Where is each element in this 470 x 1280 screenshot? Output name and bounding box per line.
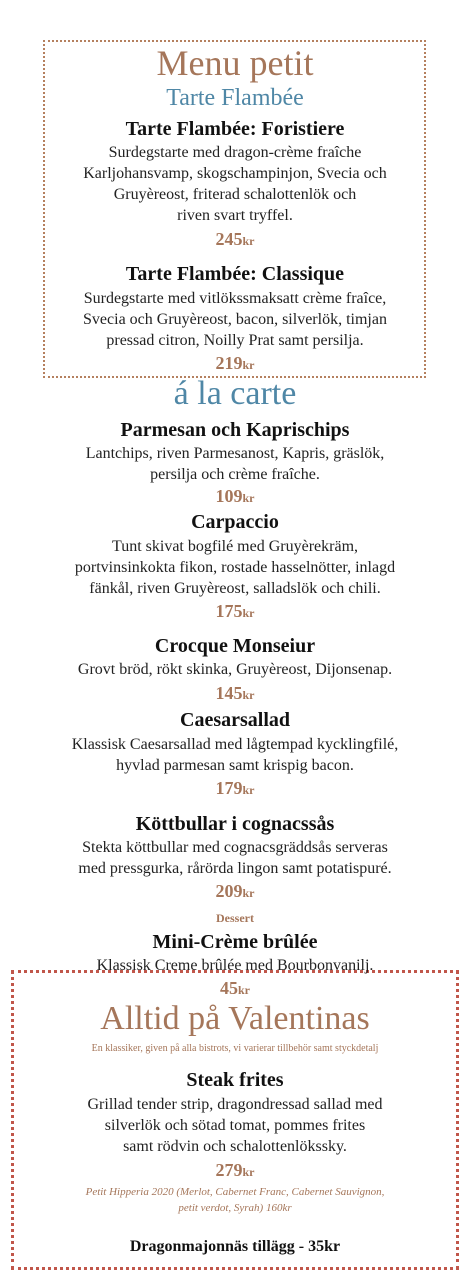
item-name-creme-brulee: Mini-Crème brûlée	[152, 931, 318, 953]
item-price: 109kr	[215, 486, 255, 506]
item-price: 45kr	[220, 978, 250, 998]
item-desc-line: Tunt skivat bogfilé med Gruyèrekräm,	[111, 538, 359, 555]
item-desc-line: pressad citron, Noilly Prat samt persilja.	[106, 332, 364, 349]
item-desc-line: Klassisk Caesarsallad med lågtempad kycklingfilé,	[71, 736, 399, 753]
item-name-foristiere: Tarte Flambée: Foristiere	[125, 118, 345, 140]
item-price: 209kr	[215, 881, 255, 901]
addon-line: Dragonmajonnäs tillägg - 35kr	[129, 1238, 341, 1255]
item-desc-line: Surdegstarte med vitlökssmaksatt crème fraîce,	[83, 290, 387, 307]
item-name-classique: Tarte Flambée: Classique	[125, 263, 345, 285]
item-price: 219kr	[215, 353, 255, 373]
item-desc-line: Svecia och Gruyèreost, bacon, silverlök, timjan	[83, 311, 387, 328]
item-price: 245kr	[215, 229, 255, 249]
item-desc-line: riven svart tryffel.	[177, 207, 293, 224]
item-name-caesarsallad: Caesarsallad	[180, 709, 290, 731]
menu-petit-title: Menu petit	[156, 43, 314, 83]
item-desc-line: Klassisk Creme brûlée med Bourbonvanilj.	[96, 957, 374, 974]
item-desc-line: Karljohansvamp, skogschampinjon, Svecia och	[83, 165, 387, 182]
alltid-note: En klassiker, given på alla bistrots, vi varierar tillbehör samt styckdetalj	[91, 1043, 379, 1054]
item-desc-line: Lantchips, riven Parmesanost, Kapris, gräslök,	[85, 445, 385, 462]
item-price: 175kr	[215, 601, 255, 621]
dessert-label: Dessert	[216, 911, 254, 925]
item-desc-line: hyvlad parmesan samt krispig bacon.	[116, 757, 354, 774]
item-name-carpaccio: Carpaccio	[191, 511, 279, 533]
item-price: 145kr	[215, 683, 255, 703]
item-desc-line: samt rödvin och schalottenlökssky.	[123, 1138, 347, 1155]
item-desc-line: silverlök och sötad tomat, pommes frites	[104, 1117, 366, 1134]
item-desc-line: Surdegstarte med dragon-crème fraîche	[108, 144, 362, 161]
item-desc-line: fänkål, riven Gruyèreost, salladslök och chili.	[89, 580, 381, 597]
a-la-carte-title: á la carte	[173, 375, 297, 412]
item-name-parmesan: Parmesan och Kaprischips	[120, 419, 350, 441]
item-price: 179kr	[215, 778, 255, 798]
item-name-kottbullar: Köttbullar i cognacssås	[135, 813, 335, 835]
alltid-title: Alltid på Valentinas	[100, 1000, 370, 1037]
item-price: 279kr	[215, 1160, 255, 1180]
item-desc-line: med pressgurka, rårörda lingon samt potatispuré.	[78, 860, 392, 877]
item-desc-line: Gruyèreost, friterad schalottenlök och	[113, 186, 357, 203]
item-desc-line: Stekta köttbullar med cognacsgräddsås serveras	[82, 839, 388, 856]
wine-line: Petit Hipperia 2020 (Merlot, Cabernet Franc, Cabernet Sauvignon,	[85, 1186, 385, 1198]
tarte-flambee-subtitle: Tarte Flambée	[166, 85, 304, 111]
item-name-crocque: Crocque Monseiur	[154, 635, 316, 657]
item-desc-line: portvinsinkokta fikon, rostade hasselnötter, inlagd	[74, 559, 396, 576]
item-name-steak-frites: Steak frites	[186, 1069, 284, 1091]
item-desc-line: Grillad tender strip, dragondressad sallad med	[87, 1096, 383, 1113]
item-desc-line: Grovt bröd, rökt skinka, Gruyèreost, Dijonsenap.	[77, 661, 393, 678]
wine-line: petit verdot, Syrah) 160kr	[178, 1202, 292, 1214]
item-desc-line: persilja och crème fraîche.	[150, 466, 320, 483]
